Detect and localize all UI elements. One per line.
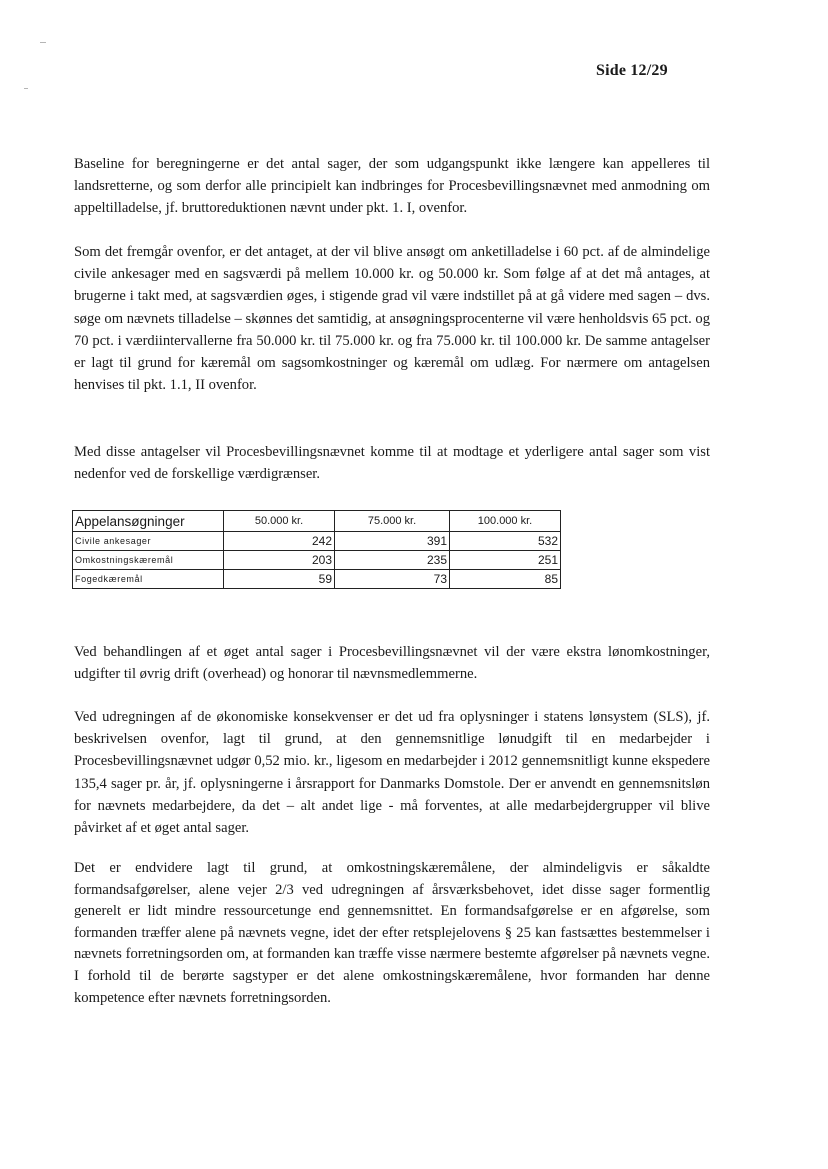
paragraph-calculation: Ved udregningen af de økonomiske konsekvenser er det ud fra oplysninger i statens lønsystem (SLS), jf. beskrivelsen ovenfor, lagt til grund, at den gennemsnitlige lønudgift til en medarbejder i Procesbevillingsnævnet udgør 0,52 mio. kr., ligesom en medarbejder i 2012 gennemsnitligt kunne ekspedere 135,4 sager pr. år, jf. oplysningerne i årsrapport for Danmarks Domstole. Der er anvendt en gennemsnitsløn for nævnets medarbejdere, da det – alt andet lige - må forventes, at alle medarbejdergrupper vil blive påvirket af et øget antal sager. [74, 709, 710, 837]
table-cell: 73 [335, 570, 450, 589]
table-cell: 59 [224, 570, 335, 589]
table-header-cell: 75.000 kr. [335, 511, 450, 532]
table-cell: 242 [224, 532, 335, 551]
table-row [73, 551, 561, 570]
appeal-table-container [72, 510, 561, 589]
page-number: Side 12/29 [596, 62, 668, 79]
row-label: Omkostningskæremål [73, 551, 224, 570]
scan-mark [24, 88, 28, 89]
paragraph-table-intro: Med disse antagelser vil Procesbevillingsnævnet komme til at modtage et yderligere antal sager som vist nedenfor ved de forskellige værdigrænser. [74, 444, 710, 483]
row-label: Fogedkæremål [73, 570, 224, 589]
paragraph-baseline: Baseline for beregningerne er det antal sager, der som udgangspunkt ikke længere kan appelleres til landsretterne, og som derfor alle principielt kan indbringes for Procesbevillingsnævnet med anmodning om appeltilladelse, jf. bruttoreduktionen nævnt under pkt. 1. I, ovenfor. [74, 156, 710, 217]
paragraph-chair-decisions: Det er endvidere lagt til grund, at omkostningskæremålene, der almindeligvis er såkaldte formandsafgørelser, alene vejer 2/3 ved udregningen af årsværksbehovet, idet disse sager formentlig generelt er lidt mindre ressourcetunge end gennemsnittet. En formandsafgørelse er en afgørelse, som formanden træffer alene på nævnets vegne, idet der efter retsplejelovens § 25 kan fastsættes bestemmelser i nævnets forretningsorden om, at formanden kan træffe visse nærmere bestemte afgørelser på nævnets vegne. I forhold til de berørte sagstyper er det alene omkostningskæremålene, hvor formanden har denne kompetence efter nævnets forretningsorden. [74, 860, 710, 1006]
paragraph-assumptions: Som det fremgår ovenfor, er det antaget, at der vil blive ansøgt om anketilladelse i 60 pct. af de almindelige civile ankesager med en sagsværdi på mellem 10.000 kr. og 50.000 kr. Som følge af at det må antages, at brugerne i takt med, at sagsværdien øges, i stigende grad vil være indstillet på at gå videre med sagen – dvs. søge om nævnets tilladelse – skønnes det samtidig, at ansøgningsprocenterne vil være henholdsvis 65 pct. og 70 pct. i værdiintervallerne fra 50.000 kr. til 75.000 kr. og fra 75.000 kr. til 100.000 kr. De samme antagelser er lagt til grund for kæremål om sagsomkostninger og kæremål om udlæg. For nærmere om antagelsen henvises til pkt. 1.1, II ovenfor. [74, 244, 710, 394]
table-cell: 532 [450, 532, 561, 551]
paragraph-extra-costs: Ved behandlingen af et øget antal sager i Procesbevillingsnævnet vil der være ekstra lønomkostninger, udgifter til øvrig drift (overhead) og honorar til nævnsmedlemmerne. [74, 644, 710, 683]
row-label: Civile ankesager [73, 532, 224, 551]
table-header-cell: Appelansøgninger [73, 511, 224, 532]
appeal-applications-table [72, 510, 561, 589]
table-header-cell: 50.000 kr. [224, 511, 335, 532]
table-row [73, 570, 561, 589]
table-cell: 235 [335, 551, 450, 570]
scan-mark [40, 42, 46, 43]
table-cell: 203 [224, 551, 335, 570]
table-header-cell: 100.000 kr. [450, 511, 561, 532]
table-row [73, 532, 561, 551]
table-cell: 391 [335, 532, 450, 551]
table-header-row [73, 511, 561, 532]
table-cell: 251 [450, 551, 561, 570]
table-cell: 85 [450, 570, 561, 589]
